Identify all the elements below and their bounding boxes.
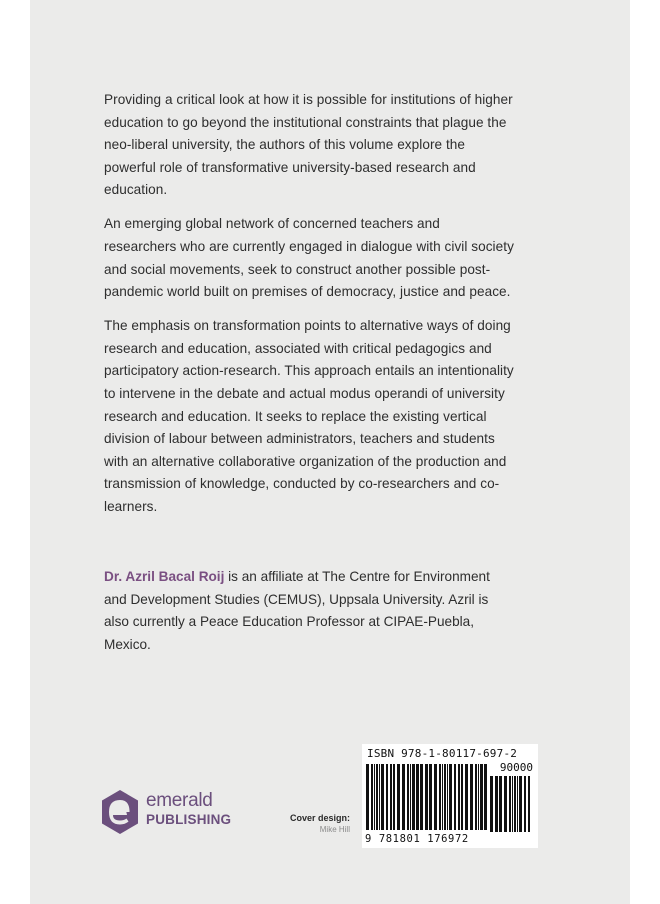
barcode-bar: [393, 764, 395, 830]
barcode-bar: [397, 764, 400, 830]
cover-credit: [250, 812, 350, 836]
cover-credit-label: Cover design:: [289, 813, 350, 823]
barcode-bar: [366, 764, 369, 830]
barcode-bar: [410, 764, 411, 830]
barcode-bar: [519, 776, 522, 832]
barcode-bar: [528, 776, 530, 832]
barcode-bar: [420, 764, 423, 830]
barcode-bar: [478, 764, 479, 830]
barcode-bar: [416, 764, 419, 830]
barcode-bar: [434, 764, 437, 830]
barcode-bar: [376, 764, 378, 830]
barcode-bar: [429, 764, 432, 830]
barcode-bar: [461, 764, 463, 830]
barcode-bar: [407, 764, 409, 830]
barcode-bar: [458, 764, 460, 830]
barcode-bar: [371, 764, 373, 830]
barcode-bar: [379, 764, 380, 830]
barcode-bar: [524, 776, 526, 832]
barcode-bar: [442, 764, 443, 830]
publisher-subname: PUBLISHING: [146, 812, 232, 827]
author-bio: [104, 566, 514, 656]
isbn-barcode: [362, 744, 538, 848]
barcode-bar: [444, 764, 446, 830]
barcode-bar: [402, 764, 405, 830]
blurb-paragraph-3: The emphasis on transformation points to alternative ways of doing research and education, associated with critical pedagogics and participatory action-research. This approach entails an intentionality to intervene in the debate and actual modus operandi of university research and education. It seeks to replace the existing vertical division of labour between administrators, teachers and students with an alternative collaborative organization of the production and transmission of knowledge, conducted by co-researchers and co-learners.: [104, 318, 514, 514]
barcode-bar: [454, 764, 456, 830]
isbn-number: ISBN 978-1-80117-697-2: [367, 747, 518, 760]
barcode-bar: [381, 764, 384, 830]
cover-designer: Mike Hill: [319, 825, 350, 834]
barcode-bar: [499, 776, 502, 832]
barcode-bar: [495, 776, 498, 832]
barcode-bar: [514, 776, 516, 832]
publisher-logo: [100, 789, 250, 839]
barcode-bar: [412, 764, 415, 830]
barcode-bar: [449, 764, 452, 830]
barcode-bar: [490, 776, 493, 832]
blurb-paragraph-1: Providing a critical look at how it is possible for institutions of higher education to go beyond the institutional constraints that plague the neo-liberal university, the authors of this volume explore the powerful role of transformative university-based research and education.: [104, 92, 513, 198]
author-bio-text: is an affiliate at The Centre for Environment and Development Studies (CEMUS), Uppsala University. Azril is also currently a Peace Education Professor at CIPAE-Puebla, Mexico.: [104, 569, 490, 652]
barcode-bar: [504, 776, 507, 832]
publisher-name: emerald: [146, 790, 213, 811]
author-name: Dr. Azril Bacal Roij: [104, 569, 225, 584]
barcode-bar: [517, 776, 518, 832]
barcode-bar: [439, 764, 441, 830]
barcode-bar: [386, 764, 388, 830]
barcode-bar: [512, 776, 513, 832]
barcode-bar: [374, 764, 375, 830]
barcode-bar: [484, 764, 487, 830]
barcode-bar: [425, 764, 428, 830]
barcode-bar: [509, 776, 511, 832]
blurb-text: [104, 89, 514, 530]
ean-digits: 9 781801 176972: [365, 833, 469, 845]
barcode-bar: [475, 764, 477, 830]
barcode-bar: [465, 764, 468, 830]
barcode-bar: [480, 764, 483, 830]
price-addon: 90000: [499, 761, 533, 774]
barcode-bar: [470, 764, 473, 830]
barcode-bar: [447, 764, 448, 830]
blurb-paragraph-2: An emerging global network of concerned teachers and researchers who are currently engaged in dialogue with civil society and social movements, seek to construct another possible post-pandemic world built on premises of democracy, justice and peace.: [104, 216, 514, 300]
emerald-logo-icon: [100, 789, 140, 835]
barcode-bar: [390, 764, 392, 830]
